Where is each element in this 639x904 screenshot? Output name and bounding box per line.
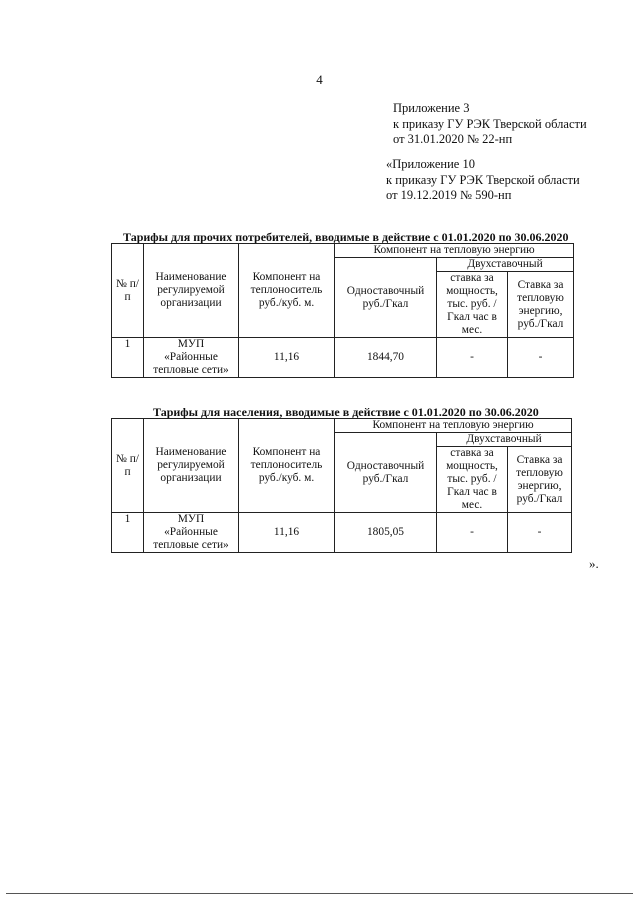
header-num: № п/п xyxy=(112,419,144,513)
org-line-3: тепловые сети» xyxy=(153,539,229,551)
appendix2-line-3: от 19.12.2019 № 590-нп xyxy=(386,188,512,202)
header-one-rate: Одноставочный руб./Гкал xyxy=(335,258,437,338)
appendix2-line-2: к приказу ГУ РЭК Тверской области xyxy=(386,172,580,187)
table-row xyxy=(112,338,574,378)
org-line-1: МУП xyxy=(177,338,205,350)
row-one-rate: 1805,05 xyxy=(335,513,437,553)
header-one-rate: Одноставочный руб./Гкал xyxy=(335,433,437,513)
row-org xyxy=(144,338,239,378)
header-capacity-rate: ставка за мощность, тыс. руб. /Гкал час в мес. xyxy=(437,447,508,513)
tariff-table-other-consumers xyxy=(111,243,574,378)
appendix-line-1: Приложение 3 xyxy=(393,101,470,115)
row-coolant: 11,16 xyxy=(239,513,335,553)
appendix-reference-block xyxy=(393,101,587,148)
closing-quote-mark: ». xyxy=(589,556,599,571)
tariff-table-population xyxy=(111,418,572,553)
header-org: Наименование регулируемой организации xyxy=(144,244,239,338)
page-number: 4 xyxy=(316,72,323,87)
row-capacity: - xyxy=(437,513,508,553)
org-line-2: «Районные xyxy=(164,526,218,538)
header-capacity-rate: ставка за мощность, тыс. руб. /Гкал час в мес. xyxy=(437,272,508,338)
header-two-rate: Двухставочный xyxy=(437,258,574,272)
appendix-reference-block-2 xyxy=(386,157,580,204)
header-component-energy: Компонент на тепловую энергию xyxy=(335,244,574,258)
header-component-coolant: Компонент на теплоноситель руб./куб. м. xyxy=(239,419,335,513)
header-component-coolant: Компонент на теплоноситель руб./куб. м. xyxy=(239,244,335,338)
org-line-1: МУП xyxy=(177,513,205,525)
header-component-energy: Компонент на тепловую энергию xyxy=(335,419,572,433)
header-energy-rate: Ставка за тепловую энергию, руб./Гкал xyxy=(508,272,574,338)
row-capacity: - xyxy=(437,338,508,378)
row-coolant: 11,16 xyxy=(239,338,335,378)
page-bottom-edge xyxy=(6,893,633,894)
table-row xyxy=(112,513,572,553)
row-num: 1 xyxy=(112,513,144,553)
row-energy: - xyxy=(508,338,574,378)
row-org xyxy=(144,513,239,553)
row-num: 1 xyxy=(112,338,144,378)
appendix-line-2: к приказу ГУ РЭК Тверской области xyxy=(393,116,587,131)
org-line-3: тепловые сети» xyxy=(153,364,229,376)
header-num: № п/п xyxy=(112,244,144,338)
header-org: Наименование регулируемой организации xyxy=(144,419,239,513)
header-two-rate: Двухставочный xyxy=(437,433,572,447)
org-line-2: «Районные xyxy=(164,351,218,363)
header-energy-rate: Ставка за тепловую энергию, руб./Гкал xyxy=(508,447,572,513)
table1-title: Тарифы для прочих потребителей, вводимые в действие с 01.01.2020 по 30.06.2020 xyxy=(123,230,569,244)
appendix2-line-1: «Приложение 10 xyxy=(386,157,475,171)
table2-title: Тарифы для населения, вводимые в действие с 01.01.2020 по 30.06.2020 xyxy=(153,405,539,419)
row-one-rate: 1844,70 xyxy=(335,338,437,378)
row-energy: - xyxy=(508,513,572,553)
appendix-line-3: от 31.01.2020 № 22-нп xyxy=(393,132,513,146)
